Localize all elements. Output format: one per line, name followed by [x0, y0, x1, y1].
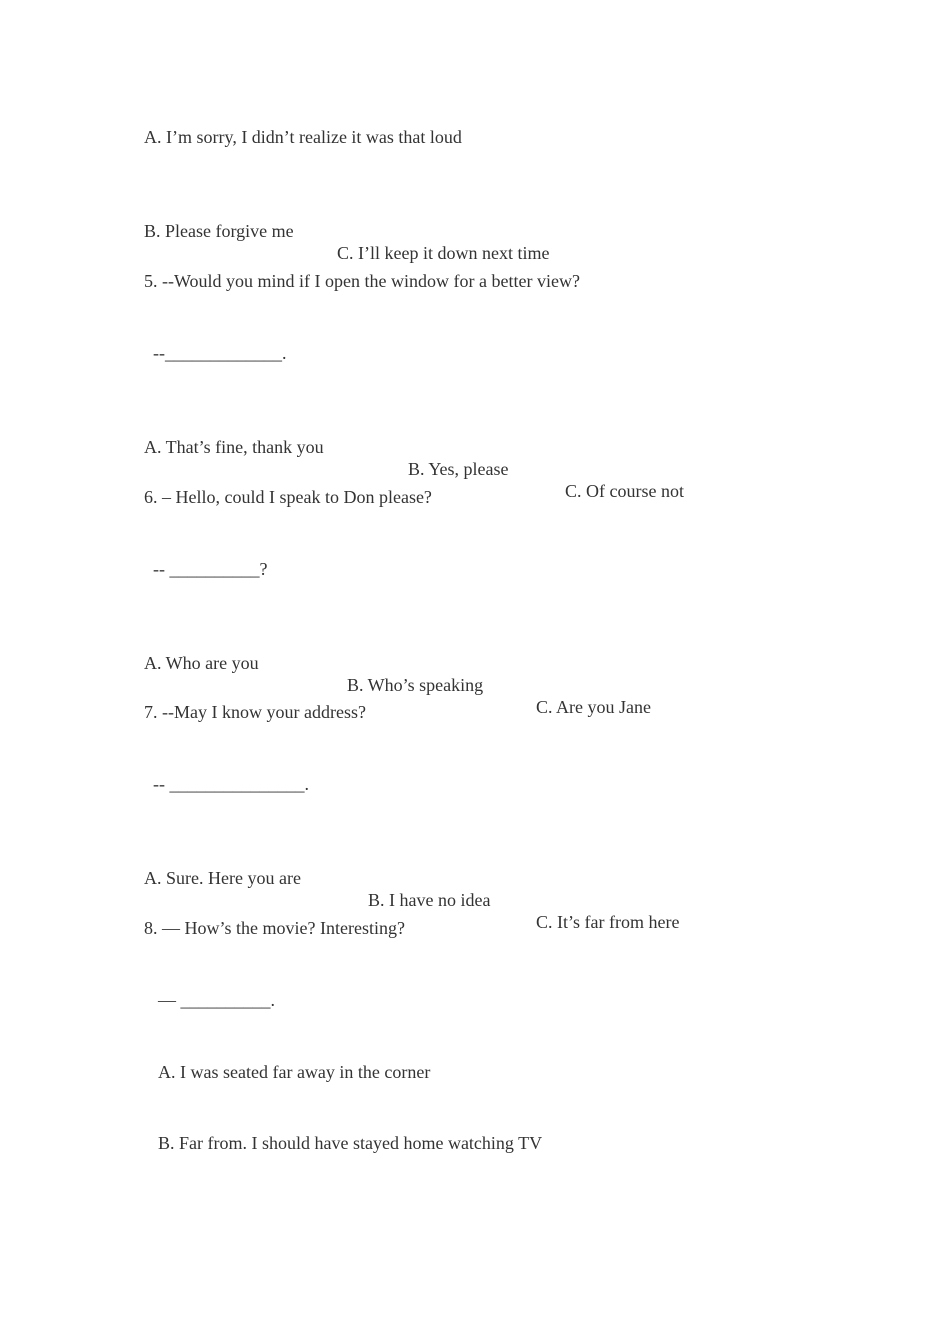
- q7-answer-blank: -- _______________.: [153, 774, 309, 794]
- q6-question: 6. – Hello, could I speak to Don please?: [144, 487, 432, 507]
- q7-option-c: C. It’s far from here: [536, 912, 680, 932]
- q8-option-b: B. Far from. I should have stayed home watching TV: [158, 1133, 543, 1153]
- q5-option-a: A. That’s fine, thank you: [144, 437, 324, 457]
- q7-question: 7. --May I know your address?: [144, 702, 366, 722]
- q5-option-b: B. Yes, please: [408, 459, 509, 479]
- q5-answer-blank: --_____________.: [153, 343, 287, 363]
- q8-answer-blank: — __________.: [158, 990, 275, 1010]
- q4-option-c: C. I’ll keep it down next time: [337, 243, 550, 263]
- q5-option-c: C. Of course not: [565, 481, 684, 501]
- q6-option-c: C. Are you Jane: [536, 697, 651, 717]
- q5-question: 5. --Would you mind if I open the window for a better view?: [144, 271, 580, 291]
- q7-option-b: B. I have no idea: [368, 890, 491, 910]
- q8-option-a: A. I was seated far away in the corner: [158, 1062, 431, 1082]
- q4-option-b: B. Please forgive me: [144, 221, 294, 241]
- q6-answer-blank: -- __________?: [153, 559, 268, 579]
- q6-option-a: A. Who are you: [144, 653, 259, 673]
- q6-option-b: B. Who’s speaking: [347, 675, 484, 695]
- q8-question: 8. — How’s the movie? Interesting?: [144, 918, 405, 938]
- q7-option-a: A. Sure. Here you are: [144, 868, 301, 888]
- q4-option-a: A. I’m sorry, I didn’t realize it was that loud: [144, 127, 462, 147]
